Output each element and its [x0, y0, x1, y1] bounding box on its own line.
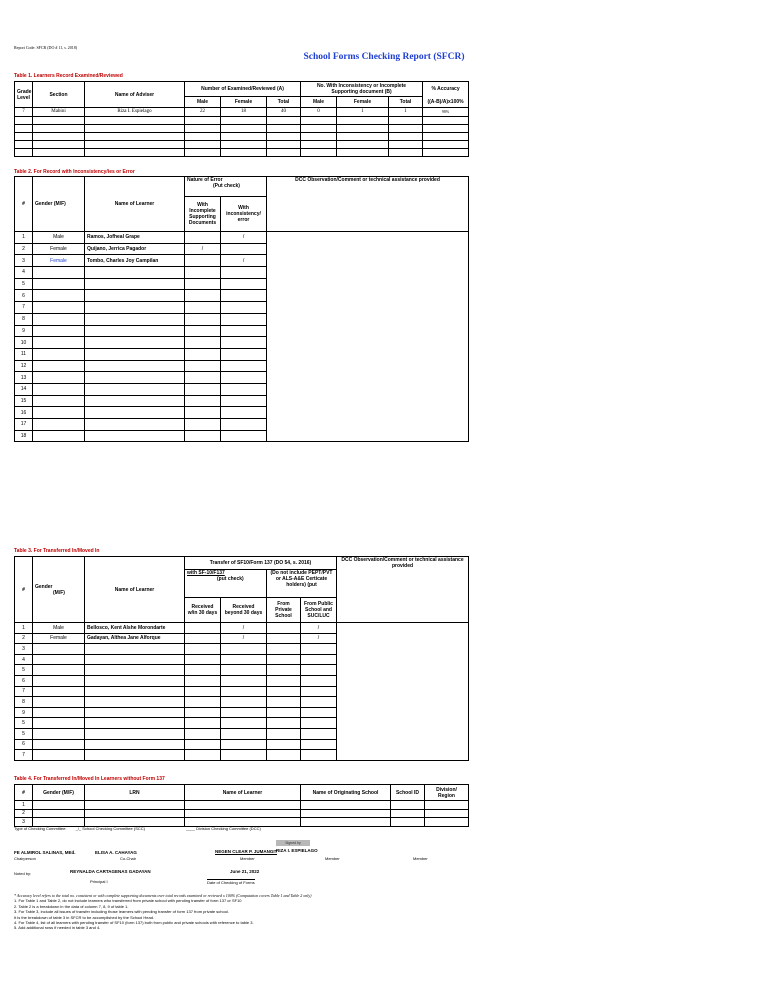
- cell-empty: [85, 313, 185, 325]
- footnote: 2. Table 2 is a breakdown in the data of column 7, 8, 9 of table 1.: [14, 903, 129, 909]
- cell-public: /: [301, 633, 337, 644]
- cell-empty: [185, 665, 221, 676]
- cell-empty: [185, 654, 221, 665]
- cell-empty: [221, 707, 267, 718]
- cell-empty: [33, 372, 85, 384]
- cell-within: [185, 633, 221, 644]
- cell-empty: [185, 818, 301, 827]
- cell-empty: [33, 686, 85, 697]
- cell-beyond: /: [221, 633, 267, 644]
- cell-empty: [221, 360, 267, 372]
- cell-empty: [33, 302, 85, 314]
- cell-empty: [85, 383, 185, 395]
- cell-empty: [221, 697, 267, 708]
- cell-empty: [221, 407, 267, 419]
- cell-empty: [267, 686, 301, 697]
- col-with-error: With inconsistency/ error: [221, 197, 267, 232]
- footnote: 4. For Table 4, list of all learners with pending transfer of SF10 (form 137) both from public and private schools with reference to table 3.: [14, 920, 254, 926]
- cell-empty: [185, 686, 221, 697]
- cell-empty: [185, 718, 221, 729]
- cell-number: 2: [15, 243, 33, 255]
- cell-empty: [33, 395, 85, 407]
- cell-empty: [391, 801, 425, 810]
- cell-empty: [85, 654, 185, 665]
- col-b-female: Female: [337, 97, 389, 108]
- cell-number: 14: [15, 383, 33, 395]
- cell-empty: [185, 419, 221, 431]
- col-a-male: Male: [185, 97, 221, 108]
- cell-empty: [185, 325, 221, 337]
- table1-caption: Table 1. Learners Record Examined/Reviewed: [14, 73, 123, 79]
- chairperson-role: Chairperson: [14, 856, 36, 861]
- cell-empty: [221, 750, 267, 761]
- cell-empty: [301, 707, 337, 718]
- cell-dcc-observation: [337, 623, 469, 761]
- cell-empty: [33, 718, 85, 729]
- cell-number: 8: [15, 697, 33, 708]
- member2-name: RIZA I. ESPIELAGO: [276, 848, 318, 853]
- cell-empty: [221, 325, 267, 337]
- cell-empty: [33, 801, 85, 810]
- cell-empty: [267, 654, 301, 665]
- col-dcc-observation: DCC Observation/Comment or technical assistance provided: [267, 177, 469, 232]
- cell-empty: [85, 267, 185, 279]
- cell-empty: [185, 407, 221, 419]
- table2-inconsistencies: [14, 176, 469, 442]
- cell-number: 9: [15, 325, 33, 337]
- cell-number: 18: [15, 430, 33, 442]
- cell-private: [267, 633, 301, 644]
- col-accuracy: % Accuracy: [423, 82, 469, 97]
- cell-empty: [185, 278, 221, 290]
- cell-number: 6: [15, 290, 33, 302]
- cell-empty: [185, 290, 221, 302]
- cell-number: 8: [15, 313, 33, 325]
- col-learner-name: Name of Learner: [85, 557, 185, 623]
- cell-empty: [85, 697, 185, 708]
- cell-number: 1: [15, 623, 33, 634]
- cell-number: 13: [15, 372, 33, 384]
- cell-empty: [301, 809, 391, 818]
- noted-by-label: Noted by:: [14, 871, 32, 876]
- cell-empty: [301, 718, 337, 729]
- cell-a-total: 40: [267, 108, 301, 117]
- col-a-female: Female: [221, 97, 267, 108]
- table-row: [15, 801, 469, 810]
- col-learner-name: Name of Learner: [185, 785, 301, 801]
- col-school-id: School ID: [391, 785, 425, 801]
- cell-empty: [301, 750, 337, 761]
- cell-empty: [33, 325, 85, 337]
- cell-number: 11: [15, 348, 33, 360]
- cell-empty: [85, 728, 185, 739]
- member1-name: NEGEN CLEAR P. JUMANGIT: [215, 849, 278, 854]
- cell-empty: [185, 809, 301, 818]
- cell-empty: [85, 675, 185, 686]
- member1-role: Member: [240, 856, 255, 861]
- cell-empty: [33, 360, 85, 372]
- cell-empty: [33, 675, 85, 686]
- cell-empty: [33, 644, 85, 655]
- cell-empty: [33, 348, 85, 360]
- cell-empty: [33, 739, 85, 750]
- col-b-male: Male: [301, 97, 337, 108]
- cell-error: /: [221, 232, 267, 244]
- cell-empty: [33, 419, 85, 431]
- cell-dcc-observation: [267, 232, 469, 442]
- cell-number: 12: [15, 360, 33, 372]
- cell-number: 17: [15, 419, 33, 431]
- cell-number: 16: [15, 407, 33, 419]
- cell-number: 7: [15, 302, 33, 314]
- cell-empty: [185, 267, 221, 279]
- cell-empty: [85, 395, 185, 407]
- cell-empty: [33, 707, 85, 718]
- cell-number: 6: [15, 675, 33, 686]
- checking-date-label: Date of Checking of Forms: [207, 880, 255, 885]
- col-division-region: Division/ Region: [425, 785, 469, 801]
- cell-empty: [221, 728, 267, 739]
- col-b-total: Total: [389, 97, 423, 108]
- cell-empty: [221, 278, 267, 290]
- cell-empty: [85, 801, 185, 810]
- cell-empty: [85, 707, 185, 718]
- cell-empty: [185, 337, 221, 349]
- cell-empty: [221, 430, 267, 442]
- col-received-beyond: Received beyond 30 days: [221, 598, 267, 623]
- cell-empty: [185, 675, 221, 686]
- col-number: #: [15, 557, 33, 623]
- cell-b-total: 1: [389, 108, 423, 117]
- cell-number: 10: [15, 337, 33, 349]
- col-gender: Gender (M/F): [33, 557, 85, 623]
- cell-empty: [85, 665, 185, 676]
- cell-beyond: /: [221, 623, 267, 634]
- cell-empty: [391, 818, 425, 827]
- cell-empty: [85, 818, 185, 827]
- cell-empty: [221, 654, 267, 665]
- cell-learner-name: Bellosco, Kent Alshe Morondarte: [85, 623, 185, 634]
- cell-empty: [221, 644, 267, 655]
- cell-empty: [185, 801, 301, 810]
- cell-grade: 7: [15, 108, 33, 117]
- cell-section: Mabini: [33, 108, 85, 117]
- cell-empty: [221, 395, 267, 407]
- cell-empty: [267, 697, 301, 708]
- cell-empty: [301, 665, 337, 676]
- cell-number: 5: [15, 278, 33, 290]
- col-donot-include: (Do not include PEPT/PVT or ALS-A&E Certicate holders) (put: [267, 570, 337, 598]
- table-row: [15, 623, 469, 634]
- cell-number: 3: [15, 818, 33, 827]
- cell-empty: [85, 809, 185, 818]
- cell-empty: [33, 278, 85, 290]
- cell-within: [185, 623, 221, 634]
- cell-empty: [85, 337, 185, 349]
- col-originating-school: Name of Originating School: [301, 785, 391, 801]
- cell-error: [221, 243, 267, 255]
- cell-empty: [85, 407, 185, 419]
- col-a-total: Total: [267, 97, 301, 108]
- cell-empty: [185, 372, 221, 384]
- cell-empty: [85, 302, 185, 314]
- footnote: It is the breakdown of table 3 in SFCR to be accomplished by the School Head.: [14, 914, 155, 920]
- footnote: 5. Add additional rows if needed in table 3 and 4.: [14, 925, 101, 931]
- cell-gender: Female: [33, 633, 85, 644]
- col-gender: Gender (M/F): [33, 177, 85, 232]
- col-section: Section: [33, 82, 85, 108]
- cell-empty: [185, 348, 221, 360]
- committee-type: Type of Checking Committee: _/_ School Checking Committee (SCC) ____ Division Checking Committee (DCC): [14, 826, 261, 831]
- cell-empty: [221, 290, 267, 302]
- col-nature-of-error: Nature of Error (Put check): [185, 177, 267, 197]
- cell-empty: [85, 686, 185, 697]
- principal-role: Principal I: [90, 879, 108, 884]
- cell-empty: [221, 718, 267, 729]
- cell-empty: [221, 302, 267, 314]
- cell-empty: [185, 383, 221, 395]
- cell-empty: [185, 697, 221, 708]
- cell-incomplete: [185, 232, 221, 244]
- cell-error: /: [221, 255, 267, 267]
- cell-empty: [33, 809, 85, 818]
- cell-learner-name: Ramos, Jofheal Grape: [85, 232, 185, 244]
- col-learner-name: Name of Learner: [85, 177, 185, 232]
- cell-number: 2: [15, 809, 33, 818]
- col-inconsistency: No. With Inconsistency or Incomplete Supporting document (B): [301, 82, 423, 97]
- cell-empty: [85, 360, 185, 372]
- col-gender: Gender (M/F): [33, 785, 85, 801]
- cell-number: 4: [15, 654, 33, 665]
- col-from-private: From Private School: [267, 598, 301, 623]
- col-examined: Number of Examined/Reviewed (A): [185, 82, 301, 97]
- cell-empty: [85, 718, 185, 729]
- cell-empty: [185, 395, 221, 407]
- cell-empty: [185, 707, 221, 718]
- cell-gender: Male: [33, 623, 85, 634]
- col-number: #: [15, 177, 33, 232]
- cell-empty: [301, 728, 337, 739]
- col-number: #: [15, 785, 33, 801]
- table4-caption: Table 4. For Transferred In/Moved In Learners without Form 137: [14, 776, 165, 782]
- cell-empty: [221, 372, 267, 384]
- cell-empty: [425, 818, 469, 827]
- table-row: [15, 232, 469, 244]
- col-lrn: LRN: [85, 785, 185, 801]
- cell-b-female: 1: [337, 108, 389, 117]
- cell-a-female: 18: [221, 108, 267, 117]
- cochair-role: Co-Chair: [120, 856, 137, 861]
- cell-empty: [185, 313, 221, 325]
- cell-empty: [267, 718, 301, 729]
- cell-empty: [301, 675, 337, 686]
- cell-learner-name: Gadayan, Althea Jane Alforque: [85, 633, 185, 644]
- chairperson-name: FE ALMIROL SALINAS, MEd.: [14, 850, 76, 855]
- cell-number: 7: [15, 750, 33, 761]
- col-with-sf10: with SF-10/F137 (put check): [185, 570, 267, 598]
- table1-learners-examined: [14, 81, 469, 157]
- cell-empty: [85, 430, 185, 442]
- cell-empty: [85, 290, 185, 302]
- checking-date: June 21, 2022: [230, 869, 260, 874]
- table4-without-form137: [14, 784, 469, 827]
- cell-empty: [301, 644, 337, 655]
- cell-empty: [85, 739, 185, 750]
- cell-empty: [301, 697, 337, 708]
- cell-empty: [267, 644, 301, 655]
- col-incomplete-docs: With Incomplete Supporting Documents: [185, 197, 221, 232]
- cell-learner-name: Quijano, Jerrica Pagador: [85, 243, 185, 255]
- cell-empty: [33, 313, 85, 325]
- cell-empty: [33, 750, 85, 761]
- cell-number: 4: [15, 267, 33, 279]
- cell-empty: [85, 348, 185, 360]
- table-row: [15, 818, 469, 827]
- cell-empty: [221, 665, 267, 676]
- cell-number: 1: [15, 801, 33, 810]
- cell-empty: [221, 739, 267, 750]
- cell-empty: [267, 750, 301, 761]
- col-transfer-sf10: Transfer of SF10/Form 137 (DO 54, s. 2016): [185, 557, 337, 570]
- footnote: 1. For Table 1 and Table 2, do not include learners who transferred from private school with pending transfer of form 137 or SF10: [14, 898, 242, 904]
- cell-empty: [33, 665, 85, 676]
- cell-number: 15: [15, 395, 33, 407]
- cell-number: 3: [15, 644, 33, 655]
- cell-empty: [33, 654, 85, 665]
- cell-private: [267, 623, 301, 634]
- table3-transferred-in: [14, 556, 469, 761]
- page-title: School Forms Checking Report (SFCR): [303, 52, 465, 62]
- signed-by-stamp: Signed by: [276, 840, 310, 846]
- cell-empty: [33, 337, 85, 349]
- cell-empty: [185, 302, 221, 314]
- cell-empty: [221, 686, 267, 697]
- cell-empty: [85, 372, 185, 384]
- cell-number: 7: [15, 686, 33, 697]
- member3-role: Member: [413, 856, 428, 861]
- table3-caption: Table 3. For Transferred In/Moved In: [14, 548, 100, 554]
- cell-empty: [33, 290, 85, 302]
- cell-empty: [185, 430, 221, 442]
- cell-number: 5: [15, 718, 33, 729]
- report-code: Report Code: SFCR (DO # 11, s. 2018): [14, 45, 78, 50]
- table2-caption: Table 2. For Record with Inconsistency/ies or Error: [14, 169, 135, 175]
- cell-b-male: 0: [301, 108, 337, 117]
- cell-incomplete: /: [185, 243, 221, 255]
- cell-empty: [267, 728, 301, 739]
- cell-empty: [221, 348, 267, 360]
- cell-empty: [85, 750, 185, 761]
- cell-empty: [221, 267, 267, 279]
- cell-empty: [33, 818, 85, 827]
- col-dcc-observation: DCC Observation/Comment or technical assistance provided: [337, 557, 469, 623]
- cell-empty: [425, 809, 469, 818]
- cell-empty: [391, 809, 425, 818]
- col-adviser: Name of Adviser: [85, 82, 185, 108]
- cochair-name: ELISA A. CAHAYAG: [95, 850, 137, 855]
- cell-accuracy: 98%: [423, 108, 469, 117]
- cell-gender: Female: [33, 255, 85, 267]
- cell-empty: [185, 360, 221, 372]
- cell-empty: [185, 644, 221, 655]
- cell-gender: Female: [33, 243, 85, 255]
- cell-learner-name: Tombo, Charles Joy Campilan: [85, 255, 185, 267]
- principal-name: REYNALDA CARTAGENAS GADAYAN: [70, 869, 151, 874]
- cell-number: 5: [15, 665, 33, 676]
- cell-empty: [33, 407, 85, 419]
- cell-empty: [33, 697, 85, 708]
- cell-empty: [221, 337, 267, 349]
- cell-empty: [221, 383, 267, 395]
- cell-empty: [33, 430, 85, 442]
- member2-role: Member: [325, 856, 340, 861]
- cell-number: 5: [15, 728, 33, 739]
- cell-empty: [267, 707, 301, 718]
- cell-number: 1: [15, 232, 33, 244]
- col-from-public: From Public School and SUC/LUC: [301, 598, 337, 623]
- cell-empty: [267, 675, 301, 686]
- cell-empty: [85, 325, 185, 337]
- cell-empty: [221, 313, 267, 325]
- cell-empty: [185, 750, 221, 761]
- cell-empty: [185, 728, 221, 739]
- cell-empty: [221, 419, 267, 431]
- cell-empty: [301, 686, 337, 697]
- cell-number: 3: [15, 255, 33, 267]
- cell-empty: [85, 419, 185, 431]
- cell-a-male: 22: [185, 108, 221, 117]
- col-received-within: Received w/in 30 days: [185, 598, 221, 623]
- cell-empty: [425, 801, 469, 810]
- cell-incomplete: [185, 255, 221, 267]
- cell-public: /: [301, 623, 337, 634]
- cell-empty: [33, 267, 85, 279]
- cell-empty: [301, 801, 391, 810]
- cell-empty: [85, 644, 185, 655]
- cell-empty: [301, 654, 337, 665]
- footnote: * Accuracy level refers to the total no. consistent or with complete supporting documents over total records examined or reviewed x 100% (Computation covers Table 1 and Table 2 only): [14, 893, 312, 898]
- cell-adviser: Riza I. Espielago: [85, 108, 185, 117]
- footnotes: [14, 893, 754, 931]
- col-grade-level: Grade Level: [15, 82, 33, 108]
- cell-empty: [33, 383, 85, 395]
- cell-empty: [301, 739, 337, 750]
- cell-empty: [85, 278, 185, 290]
- cell-number: 2: [15, 633, 33, 644]
- cell-empty: [301, 818, 391, 827]
- footnote: 3. For Table 3, include all issues of transfer including those learners with pending transfer of form 137 from private school.: [14, 909, 229, 915]
- cell-gender: Male: [33, 232, 85, 244]
- table-row: [15, 108, 469, 117]
- cell-empty: [221, 675, 267, 686]
- cell-empty: [267, 665, 301, 676]
- cell-number: 9: [15, 707, 33, 718]
- cell-empty: [267, 739, 301, 750]
- table-row: [15, 809, 469, 818]
- col-accuracy-formula: ((A-B)/A)x100%: [423, 97, 469, 108]
- cell-number: 6: [15, 739, 33, 750]
- cell-empty: [33, 728, 85, 739]
- cell-empty: [185, 739, 221, 750]
